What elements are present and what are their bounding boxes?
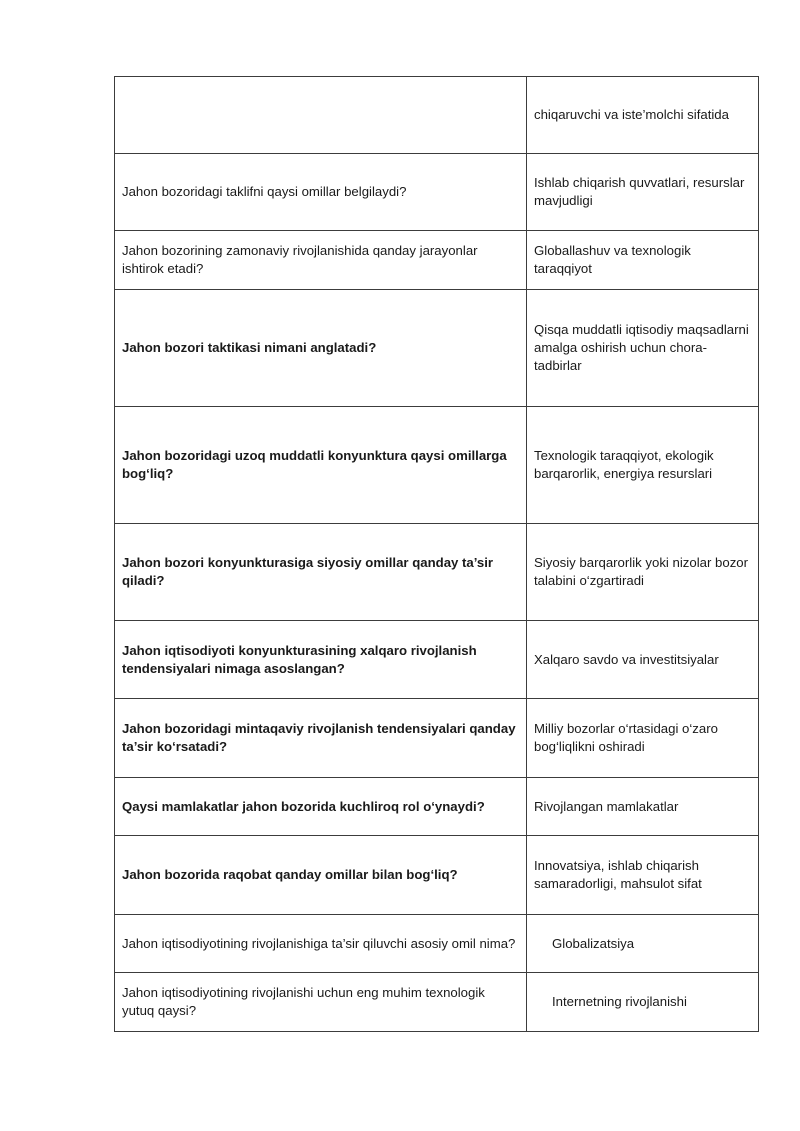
table-row [115, 915, 759, 973]
question-cell: Jahon bozorining zamonaviy rivojlanishida qanday jarayonlar ishtirok etadi? [115, 231, 527, 290]
question-cell: Jahon bozoridagi uzoq muddatli konyunktura qaysi omillarga bog‘liq? [115, 407, 527, 524]
answer-cell: Internetning rivojlanishi [527, 973, 759, 1032]
question-cell: Jahon bozoridagi taklifni qaysi omillar belgilaydi? [115, 154, 527, 231]
table-row [115, 524, 759, 621]
question-cell: Jahon bozori konyunkturasiga siyosiy omillar qanday ta’sir qiladi? [115, 524, 527, 621]
answer-cell: Globalizatsiya [527, 915, 759, 973]
question-cell: Jahon iqtisodiyotining rivojlanishiga ta’sir qiluvchi asosiy omil nima? [115, 915, 527, 973]
table-row [115, 621, 759, 699]
question-cell: Jahon iqtisodiyotining rivojlanishi uchun eng muhim texnologik yutuq qaysi? [115, 973, 527, 1032]
question-cell: Jahon bozoridagi mintaqaviy rivojlanish tendensiyalari qanday ta’sir ko‘rsatadi? [115, 699, 527, 778]
question-cell: Qaysi mamlakatlar jahon bozorida kuchliroq rol o‘ynaydi? [115, 778, 527, 836]
answer-cell: chiqaruvchi va iste’molchi sifatida [527, 77, 759, 154]
answer-cell: Globallashuv va texnologik taraqqiyot [527, 231, 759, 290]
table-row [115, 778, 759, 836]
answer-cell: Ishlab chiqarish quvvatlari, resurslar mavjudligi [527, 154, 759, 231]
answer-cell: Xalqaro savdo va investitsiyalar [527, 621, 759, 699]
answer-cell: Siyosiy barqarorlik yoki nizolar bozor talabini o‘zgartiradi [527, 524, 759, 621]
answer-cell: Qisqa muddatli iqtisodiy maqsadlarni amalga oshirish uchun chora-tadbirlar [527, 290, 759, 407]
table-row [115, 973, 759, 1032]
question-cell: Jahon bozori taktikasi nimani anglatadi? [115, 290, 527, 407]
table-row [115, 77, 759, 154]
answer-cell: Rivojlangan mamlakatlar [527, 778, 759, 836]
answer-cell: Innovatsiya, ishlab chiqarish samaradorligi, mahsulot sifat [527, 836, 759, 915]
question-cell [115, 77, 527, 154]
table-row [115, 154, 759, 231]
table-row [115, 290, 759, 407]
answer-cell: Milliy bozorlar o‘rtasidagi o‘zaro bog‘liqlikni oshiradi [527, 699, 759, 778]
table-row [115, 836, 759, 915]
qa-table-body [115, 77, 759, 1032]
table-row [115, 231, 759, 290]
table-row [115, 699, 759, 778]
table-row [115, 407, 759, 524]
question-cell: Jahon iqtisodiyoti konyunkturasining xalqaro rivojlanish tendensiyalari nimaga asoslangan? [115, 621, 527, 699]
answer-cell: Texnologik taraqqiyot, ekologik barqarorlik, energiya resurslari [527, 407, 759, 524]
question-cell: Jahon bozorida raqobat qanday omillar bilan bog‘liq? [115, 836, 527, 915]
qa-table [114, 76, 759, 1032]
